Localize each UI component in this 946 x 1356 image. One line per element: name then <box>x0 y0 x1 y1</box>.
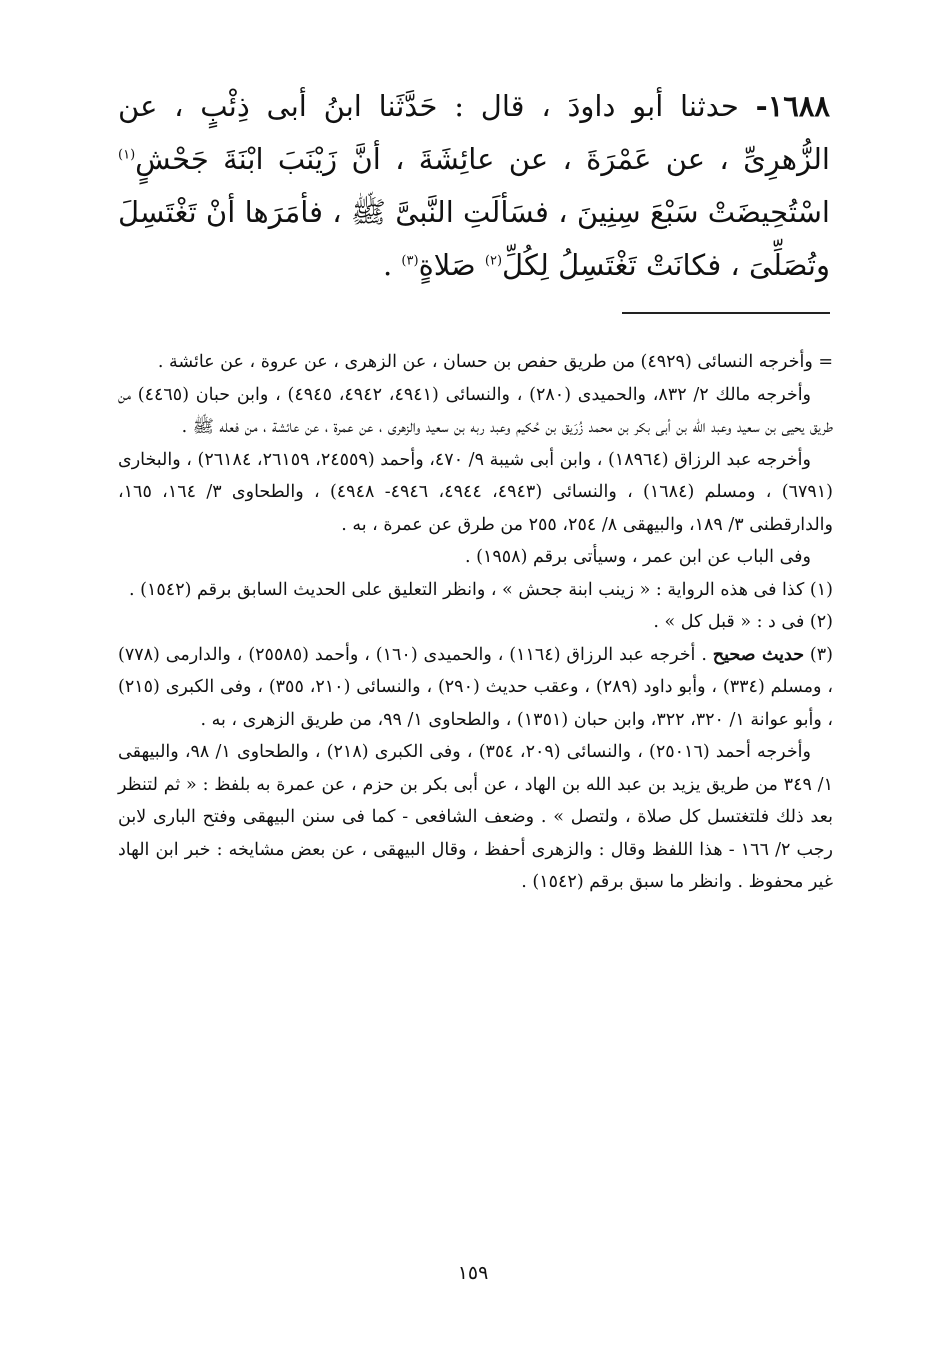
note-paragraph-abdurrazzaq: وأخرجه عبد الرزاق (١٨٩٦٤) ، وابن أبى شيبة ٩/ ٤٧٠، وأحمد (٢٤٥٥٩، ٢٦١٥٩، ٢٦١٨٤) ، والبخارى (٦٧٩١) ، ومسلم (١٦٨٤) ، والنسائى (٤٩٤٣، ٤٩٤٤، ٤٩٤٦- ٤٩٤٨) ، والطحاوى ٣/ ١٦٤، ١٦٥، والدارقطنى ٣/ ١٨٩، والبيهقى ٨/ ٢٥٤، ٢٥٥ من طرق عن عمرة ، به . <box>118 449 833 535</box>
footnotes <box>118 346 833 899</box>
note-continuation: = وأخرجه النسائى (٤٩٢٩) من طريق حفص بن حسان ، عن الزهرى ، عن عروة ، عن عائشة . <box>157 352 833 372</box>
footnote-ref-2[interactable]: (٢) <box>484 253 503 269</box>
footnote-2: (٢) فى د : « قبل كل » . <box>653 612 833 632</box>
hadith-text-part-2: اسْتُحِيضَتْ سَبْعَ سِنِينَ ، فسَألَتِ النَّبىَّ ﷺ ، فأمَرَها أنْ تَغْتَسِلَ وتُصَلِّىَ ، فكانَتْ تَغْتَسِلُ لِكُلِّ <box>118 195 830 282</box>
note-paragraph-bab: وفى الباب عن ابن عمر ، وسيأتى برقم (١٩٥٨) . <box>465 547 811 567</box>
note-paragraph-ahmad: وأخرجه أحمد (٢٥٠١٦) ، والنسائى (٢٠٩، ٣٥٤) ، وفى الكبرى (٢١٨) ، والطحاوى ١/ ٩٨، والبيهقى ١/ ٣٤٩ من طريق يزيد بن عبد الله بن الهاد ، عن أبى بكر بن حزم ، عن عمرة به بلفظ : « ثم لتنظر بعد ذلك فلتغتسل كل صلاة ، ولتصل » . وضعف الشافعى - كما فى سنن البيهقى وفتح البارى لابن رجب ٢/ ١٦٦ - هذا اللفظ وقال : والزهرى أحفظ ، وقال البيهقى ، عن بعض مشايخه : خبر ابن الهاد غير محفوظ . وانظر ما سبق برقم (١٥٤٢) . <box>118 742 834 892</box>
hadith-text-end: . <box>382 248 402 282</box>
footnote-1: (١) كذا فى هذه الرواية : « زينب ابنة جحش » ، وانظر التعليق على الحديث السابق برقم (١٥٤٢) . <box>129 579 833 600</box>
note-paragraph-malik: وأخرجه مالك ٢/ ٨٣٢، والحميدى (٢٨٠) ، والنسائى (٤٩٤١، ٤٩٤٢، ٤٩٤٥) ، وابن حبان (٤٤٦٥) من طريق يحيى بن سعيد وعبد الله بن أبى بكر بن محمد زُرَيق بن حُكيم وعبد ربه بن سعيد والزهرى ، عن عمرة ، عن عائشة ، من فعله ﷺ . <box>118 384 833 437</box>
footnote-separator <box>622 312 830 314</box>
hadith-text-part-1: حدثنا أبو داودَ ، قال : حَدَّثَنا ابنُ أبى ذِئْبٍ ، عن الزُّهرِىِّ ، عن عَمْرَةَ ، عن عائِشَةَ ، أنَّ زَيْنَبَ ابْنَةَ جَحْشٍ <box>118 89 830 176</box>
page-number: ١٥٩ <box>457 1262 489 1284</box>
hadith-text <box>118 80 830 292</box>
footnote-ref-3[interactable]: (٣) <box>401 253 419 269</box>
footnote-ref-1[interactable]: (١) <box>118 147 136 163</box>
hadith-number: ١٦٨٨- <box>755 89 830 123</box>
footnote-3-text: . أخرجه عبد الرزاق (١١٦٤) ، والحميدى (١٦٠) ، وأحمد (٢٥٥٨٥) ، والدارمى (٧٧٨) ، ومسلم (٣٣٤) ، وأبو داود (٢٨٩) ، وعقب حديث (٢٩٠) ، والنسائى (٢١٠، ٣٥٥) ، وفى الكبرى (٢١٥) ، وأبو عوانة ١/ ٣٢٠، ٣٢٢، وابن حبان (١٣٥١) ، والطحاوى ١/ ٩٩، من طريق الزهرى ، به . <box>118 644 834 730</box>
hadith-text-part-3: صَلاةٍ <box>418 248 485 282</box>
footnote-3-grade: حديث صحيح <box>712 644 805 665</box>
footnote-3-number: (٣) <box>804 644 833 665</box>
footnote-3 <box>118 639 833 737</box>
